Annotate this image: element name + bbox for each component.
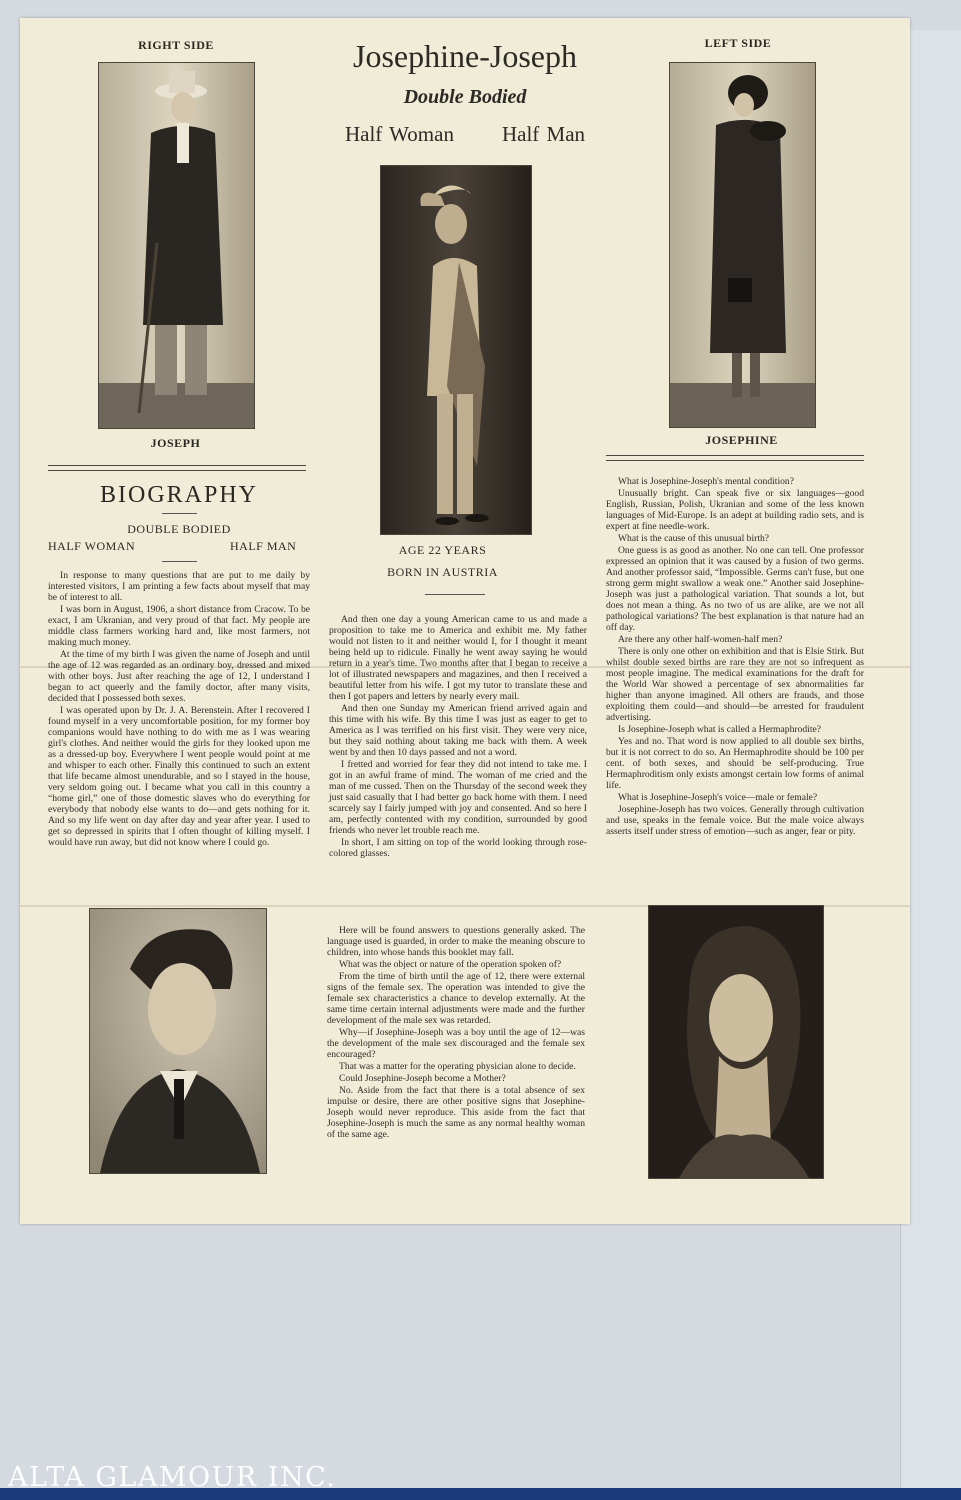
story-paragraph: In short, I am sitting on top of the world looking through rose-colored glasses.	[329, 837, 587, 859]
biography-end-rule	[162, 561, 197, 562]
qa-paragraph: Is Josephine-Joseph what is called a Hermaphrodite?	[618, 724, 822, 735]
qa-paragraph: Here will be found answers to questions generally asked. The language used is guarded, in order to make the meaning obscure to children, into whose hands this booklet may fall.	[327, 925, 585, 958]
qa-paragraph: What is the cause of this unusual birth?	[618, 533, 770, 544]
double-bodied-label: DOUBLE BODIED	[127, 522, 231, 536]
left-side-caption: LEFT SIDE	[704, 36, 772, 50]
story-paragraph: And then one day a young American came to us and made a proposition to take me to America and exhibit me. My father would not listen to it and neither would I, for I thought it meant being held up to ridicule. Finally he went away saying he would return in a year's time. Two months after that I began to receive a lot of illustrated newspapers and magazines, and then I received a beautiful letter from his wife. I got my tutor to translate these and then I got papers and letters by nearly every mail.	[329, 614, 587, 702]
qa-paragraph: No. Aside from the fact that there is a total absence of sex impulse or desire, there are other positive signs that Josephine-Joseph would never reproduce. This aside from the fact that Josephine-Joseph is much the same as any normal healthy woman of the same age.	[327, 1085, 585, 1140]
bio-paragraph: I was operated upon by Dr. J. A. Berenstein. After I recovered I found myself in a very uncomfortable position, for my former boy companions would have nothing to do with me as I was wearing girl's clothes. And neither would the girls for they looked upon me as a dressed-up boy. Everywhere I went people would point at me and whisper to each other. Finally this continued to such an extent that life became almost unendurable, and so I stayed in the house, very seldom going out. I became what you call in this country a “home girl,” one of those domestic slaves who do everything for everybody that nobody else wants to do—and gets nothing for it. And so my life went on day after day and year after year. I used to get so depressed in spirits that I often thought of killing myself. I would have run away, but did not know where I could go.	[48, 705, 310, 848]
left-divider-rule	[48, 465, 306, 471]
questions-text-right	[606, 476, 864, 838]
josephine-standing-photo	[669, 62, 816, 428]
biography-text	[48, 570, 310, 849]
qa-paragraph: What is Josephine-Joseph's mental condition?	[618, 476, 794, 487]
qa-paragraph: What is Josephine-Joseph's voice—male or female?	[618, 792, 818, 803]
qa-paragraph: From the time of birth until the age of 12, there were external signs of the female sex. The operation was intended to give the female sex characteristics a chance to develop externally. At the same time certain internal adjustments were made and the further development of the male sex was retarded.	[327, 971, 585, 1026]
joseph-portrait-photo	[89, 908, 267, 1174]
right-divider-rule	[606, 455, 864, 461]
tagline-half-man: Half Man	[501, 122, 586, 146]
qa-paragraph: There is only one other on exhibition and that is Elsie Stirk. But whilst double sexed births are rare they are not so infrequent as most people imagine. The medical examinations for the draft for the World War showed a percentage of sex abnormalities far higher than anyone imagined. All others are frauds, and those exploiting them could—and should—be arrested for fraudulent advertising.	[606, 646, 864, 723]
center-divider-rule	[425, 594, 485, 595]
qa-paragraph: One guess is as good as another. No one can tell. One professor expressed an opinion that it was caused by a fusion of two germs. And another professor said, “Impossible. Germs can't fuse, but one strong germ might swallow a weak one.” Another said Josephine-Joseph was just a pathological variation. That sounds a lot, but does not mean a thing. As no two of us are alike, are we not all pathological variations? The best explanation is that nature had an off day.	[606, 545, 864, 633]
qa-paragraph: Yes and no. That word is now applied to all double sex births, but it is not correct to do so. An Hermaphrodite should be 100 per cent. of both sexes, and should be self-producing. True Hermaphroditism only exists amongst certain low forms of animal life.	[606, 736, 864, 791]
page-subtitle: Double Bodied	[403, 86, 527, 108]
josephine-caption: JOSEPHINE	[705, 433, 778, 447]
half-man-label: HALF MAN	[230, 539, 297, 553]
qa-paragraph: Unusually bright. Can speak five or six languages—good English, Russian, Polish, Ukranian and some of the less known languages of Mid-Europe. Is an adept at building radio sets, and is expert at fine needle-work.	[606, 488, 864, 532]
page-title: Josephine-Joseph	[353, 38, 577, 74]
qa-paragraph: What was the object or nature of the operation spoken of?	[339, 959, 562, 970]
born-caption: BORN IN AUSTRIA	[387, 565, 498, 579]
story-paragraph: I fretted and worried for fear they did not intend to take me. I got in an awful frame of mind. The woman of me cried and the man of me cussed. Then on the Thursday of the second week they just said casually that I had better go back home with them. I need scarcely say I fairly jumped with joy and consented. And so here I am, perfectly contented with my condition, surrounded by good friends who never let trouble reach me.	[329, 759, 587, 836]
qa-paragraph: Are there any other half-women-half men?	[618, 634, 783, 645]
story-text	[329, 614, 587, 860]
tagline	[300, 122, 630, 147]
story-paragraph: And then one Sunday my American friend arrived again and this time with his wife. By this time I was just as eager to get to America as I was terrified on his first visit. They were very nice, but they said nothing about taking me back with them. A week went by and then 10 days passed and not a word.	[329, 703, 587, 758]
josephine-portrait-photo	[648, 905, 824, 1179]
qa-paragraph: Why—if Josephine-Joseph was a boy until the age of 12—was the development of the male sex discouraged and the female sex encouraged?	[327, 1027, 585, 1060]
questions-text-center	[327, 925, 585, 1141]
half-woman-label: HALF WOMAN	[48, 539, 136, 553]
bio-paragraph: I was born in August, 1906, a short distance from Cracow. To be exact, I am Ukranian, and very proud of that fact. My people are middle class farmers working hard and, like most farmers, not making much money.	[48, 604, 310, 648]
biography-underline	[162, 513, 197, 514]
joseph-standing-photo	[98, 62, 255, 429]
bio-paragraph: At the time of my birth I was given the name of Joseph and until the age of 12 was regarded as an ordinary boy, dressed and mixed with other boys. Just after reaching the age of 12, I understand I began to act queerly and the family doctor, after many visits, decided that I possessed both sexes.	[48, 649, 310, 704]
watermark-text: ALTA GLAMOUR INC.	[8, 1462, 337, 1493]
joseph-caption: JOSEPH	[150, 436, 201, 450]
qa-paragraph: Could Josephine-Joseph become a Mother?	[339, 1073, 506, 1084]
bio-paragraph: In response to many questions that are put to me daily by interested visitors, I am printing a few facts about myself that may be of interest to all.	[48, 570, 310, 603]
tagline-half-woman: Half Woman	[344, 122, 454, 146]
right-side-caption: RIGHT SIDE	[138, 38, 214, 52]
biography-heading: BIOGRAPHY	[99, 482, 258, 508]
josephine-joseph-center-photo	[380, 165, 532, 535]
qa-paragraph: Josephine-Joseph has two voices. Generally through cultivation and use, speaks in the female voice. But the male voice always asserts itself under stress of emotion—such as anger, fear or pity.	[606, 804, 864, 837]
age-caption: AGE 22 YEARS	[398, 543, 487, 557]
qa-paragraph: That was a matter for the operating physician alone to decide.	[339, 1061, 576, 1072]
